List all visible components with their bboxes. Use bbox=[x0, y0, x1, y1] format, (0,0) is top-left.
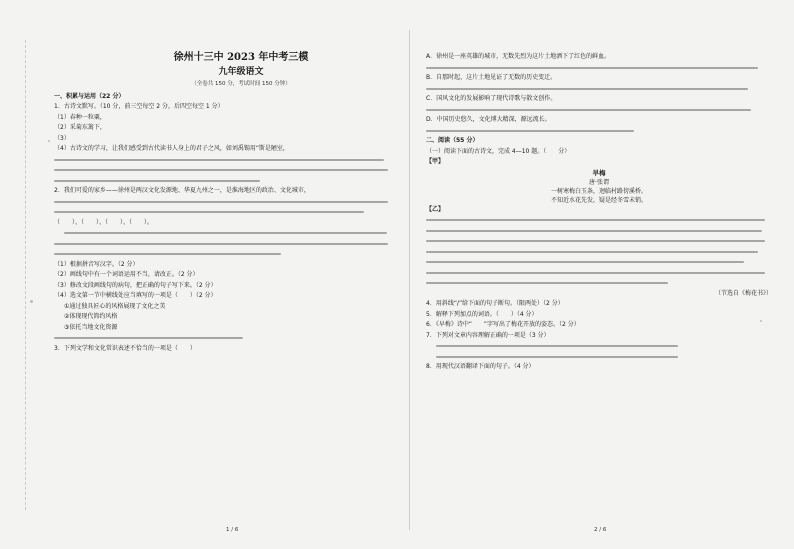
exam-note: （全卷共 150 分，考试时间 150 分钟） bbox=[191, 81, 291, 87]
scan-speck bbox=[760, 320, 762, 322]
option-line: ②体现现代简约风格 bbox=[64, 313, 118, 321]
poem-title: 早梅 bbox=[592, 168, 606, 177]
illegible-text-line bbox=[426, 226, 772, 237]
question-text: 6．《早梅》诗中“ ”字写出了梅花开放的姿态。（2 分） bbox=[426, 321, 580, 328]
page-number: 2 / 6 bbox=[594, 527, 607, 533]
option-line: B．自那时起，这片土地见证了无数的历史变迁。 bbox=[426, 74, 557, 81]
passage-tag: 【甲】 bbox=[426, 158, 445, 165]
illegible-text-line bbox=[54, 207, 398, 218]
option-line: ①通过独具匠心的风格展现了文化之美 bbox=[64, 302, 166, 310]
option-line: D．中国历史悠久，文化博大精深，源远流长。 bbox=[426, 116, 551, 123]
option-line: ③依托当地文化资源 bbox=[64, 323, 118, 331]
illegible-text-line bbox=[54, 239, 398, 250]
page-number: 1 / 6 bbox=[226, 527, 239, 533]
reading-intro: （一）阅读下面的古诗文，完成 4—10 题。（ 分） bbox=[426, 147, 571, 155]
exam-title: 徐州十三中 2023 年中考三模 bbox=[173, 52, 309, 63]
illegible-text-line bbox=[426, 341, 772, 352]
question-line: （3） bbox=[54, 134, 70, 142]
question-line: （1）春种一粒粟， bbox=[54, 113, 106, 121]
option-line: C．国风文化的发展影响了现代诗歌与散文创作。 bbox=[426, 95, 557, 102]
passage-tag: 【乙】 bbox=[426, 205, 445, 213]
illegible-text-line bbox=[426, 63, 772, 74]
poem-author: 唐·张谓 bbox=[589, 178, 609, 186]
illegible-text-line bbox=[54, 249, 398, 260]
section-heading: 二、阅读（55 分） bbox=[426, 137, 479, 144]
illegible-text-line bbox=[54, 155, 398, 166]
question-line: （4）古诗文的学习，让我们感受到古代读书人身上的君子之风，如刘禹锡用“斯是陋室， bbox=[54, 145, 289, 153]
page-fold-line bbox=[409, 30, 410, 530]
option-line: A．徐州是一座英雄的城市，无数先烈为这片土地洒下了红色的鲜血。 bbox=[426, 53, 611, 60]
scan-speck bbox=[30, 300, 33, 303]
fill-blanks: （ ）、（ ）、（ ）、（ ）。 bbox=[54, 218, 154, 226]
exam-subtitle: 九年级语文 bbox=[218, 67, 264, 77]
question-text: 1．古诗文默写。（10 分，前三空每空 2 分，后四空每空 1 分） bbox=[54, 103, 224, 111]
illegible-text-line bbox=[426, 105, 772, 116]
illegible-text-line bbox=[54, 333, 398, 344]
question-line: （1）根据拼音写汉字。（2 分） bbox=[54, 260, 139, 268]
illegible-text-line bbox=[54, 228, 398, 239]
illegible-text-line bbox=[426, 257, 772, 268]
question-text: 4．用斜线“/”给下面的句子断句。（限两处）（2 分） bbox=[426, 300, 564, 307]
right-column bbox=[426, 52, 772, 532]
left-column bbox=[54, 50, 398, 530]
binding-margin bbox=[8, 40, 26, 510]
poem-line: 不知近水花先发，疑是经冬雪未销。 bbox=[550, 196, 647, 204]
poem-line: 一树寒梅白玉条，迥临村路傍溪桥。 bbox=[550, 187, 647, 195]
illegible-text-line bbox=[426, 84, 772, 95]
illegible-text-line bbox=[54, 197, 398, 208]
passage-source: （节选自《梅花书》） bbox=[714, 289, 772, 297]
illegible-text-line bbox=[54, 176, 398, 187]
question-text: 5．解释下列加点的词语。（ ）（4 分） bbox=[426, 310, 538, 318]
illegible-text-line bbox=[426, 236, 772, 247]
question-line: （2）画线句中有一个词语运用不当，请改正。（2 分） bbox=[54, 271, 199, 279]
question-line: （4）选文第一节中横线处应当填写的一项是（ ）（2 分） bbox=[54, 292, 217, 300]
question-text: 2．我们可爱的家乡——徐州是两汉文化发源地、华夏九州之一，是淮海地区的政治、文化城市， bbox=[54, 187, 310, 195]
scan-speck bbox=[48, 140, 50, 142]
section-heading: 一、积累与运用（22 分） bbox=[54, 92, 125, 100]
question-line: （3）修改文段画线句的病句，把正确的句子写下来。（2 分） bbox=[54, 281, 217, 289]
illegible-text-line bbox=[426, 126, 772, 137]
illegible-text-line bbox=[426, 352, 772, 363]
illegible-text-line bbox=[426, 268, 772, 279]
illegible-text-line bbox=[54, 165, 398, 176]
question-text: 3．下列文学和文化常识表述不恰当的一项是（ ） bbox=[54, 344, 196, 352]
illegible-text-line bbox=[426, 278, 772, 289]
illegible-text-line bbox=[426, 247, 772, 258]
question-text: 7．下列对文章内容理解正确的一项是（3 分） bbox=[426, 331, 550, 339]
question-line: （2）采菊东篱下， bbox=[54, 124, 106, 132]
illegible-text-line bbox=[426, 215, 772, 226]
question-text: 8．用现代汉语翻译下面的句子。（4 分） bbox=[426, 363, 535, 370]
